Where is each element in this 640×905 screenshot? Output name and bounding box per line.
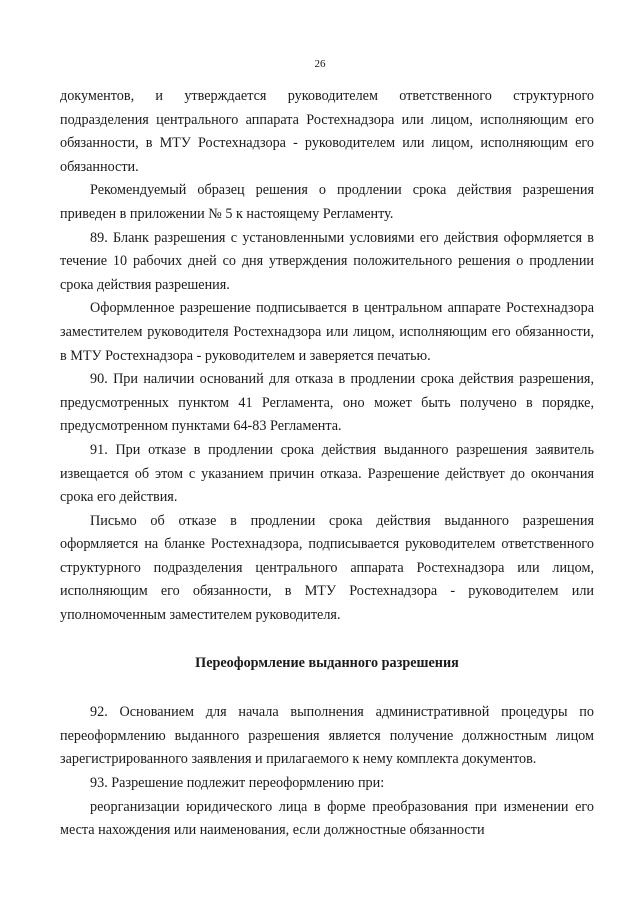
paragraph-refusal-letter: Письмо об отказе в продлении срока действия выданного разрешения оформляется на бланке Ростехнадзора, подписывается руководителем ответственного структурного подразделения центрального аппарата Ростехнадзора или лицом, исполняющим его обязанности, в МТУ Ростехнадзора - руководителем или уполномоченным заместителем руководителя. [60,512,594,624]
section-heading: Переоформление выданного разрешения [195,654,459,671]
paragraph-89: 89. Бланк разрешения с установленными условиями его действия оформляется в течение 10 рабочих дней со дня утверждения положительного решения о продлении срока действия разрешения. [60,229,594,293]
page-number: 26 [314,58,326,70]
paragraph-90: 90. При наличии оснований для отказа в продлении срока действия разрешения, предусмотренных пунктом 41 Регламента, оно может быть получено в порядке, предусмотренном пунктами 64-83 Регламента. [60,371,594,435]
paragraph-92: 92. Основанием для начала выполнения административной процедуры по переоформлению выданного разрешения является получение должностным лицом зарегистрированного заявления и прилагаемого к нему комплекта документов. [60,704,594,768]
paragraph-reorganization: реорганизации юридического лица в форме преобразования при изменении его места нахождения или наименования, если должностные обязанности [60,798,594,839]
paragraph-continuation: документов, и утверждается руководителем ответственного структурного подразделения центрального аппарата Ростехнадзора или лицом, исполняющим его обязанности, в МТУ Ростехнадзора - руководителем или лицом, исполняющим его обязанности. [60,88,594,175]
paragraph-91: 91. При отказе в продлении срока действия выданного разрешения заявитель извещается об этом с указанием причин отказа. Разрешение действует до окончания срока его действия. [60,441,594,506]
document-body [60,85,594,843]
paragraph-93: 93. Разрешение подлежит переоформлению при: [90,775,385,792]
paragraph-sample-reference: Рекомендуемый образец решения о продлении срока действия разрешения приведен в приложении № 5 к настоящему Регламенту. [60,182,594,222]
paragraph-signature: Оформленное разрешение подписывается в центральном аппарате Ростехнадзора заместителем руководителя Ростехнадзора или лицом, исполняющим его обязанности, в МТУ Ростехнадзора - руководителем и заверяется печатью. [60,300,594,364]
